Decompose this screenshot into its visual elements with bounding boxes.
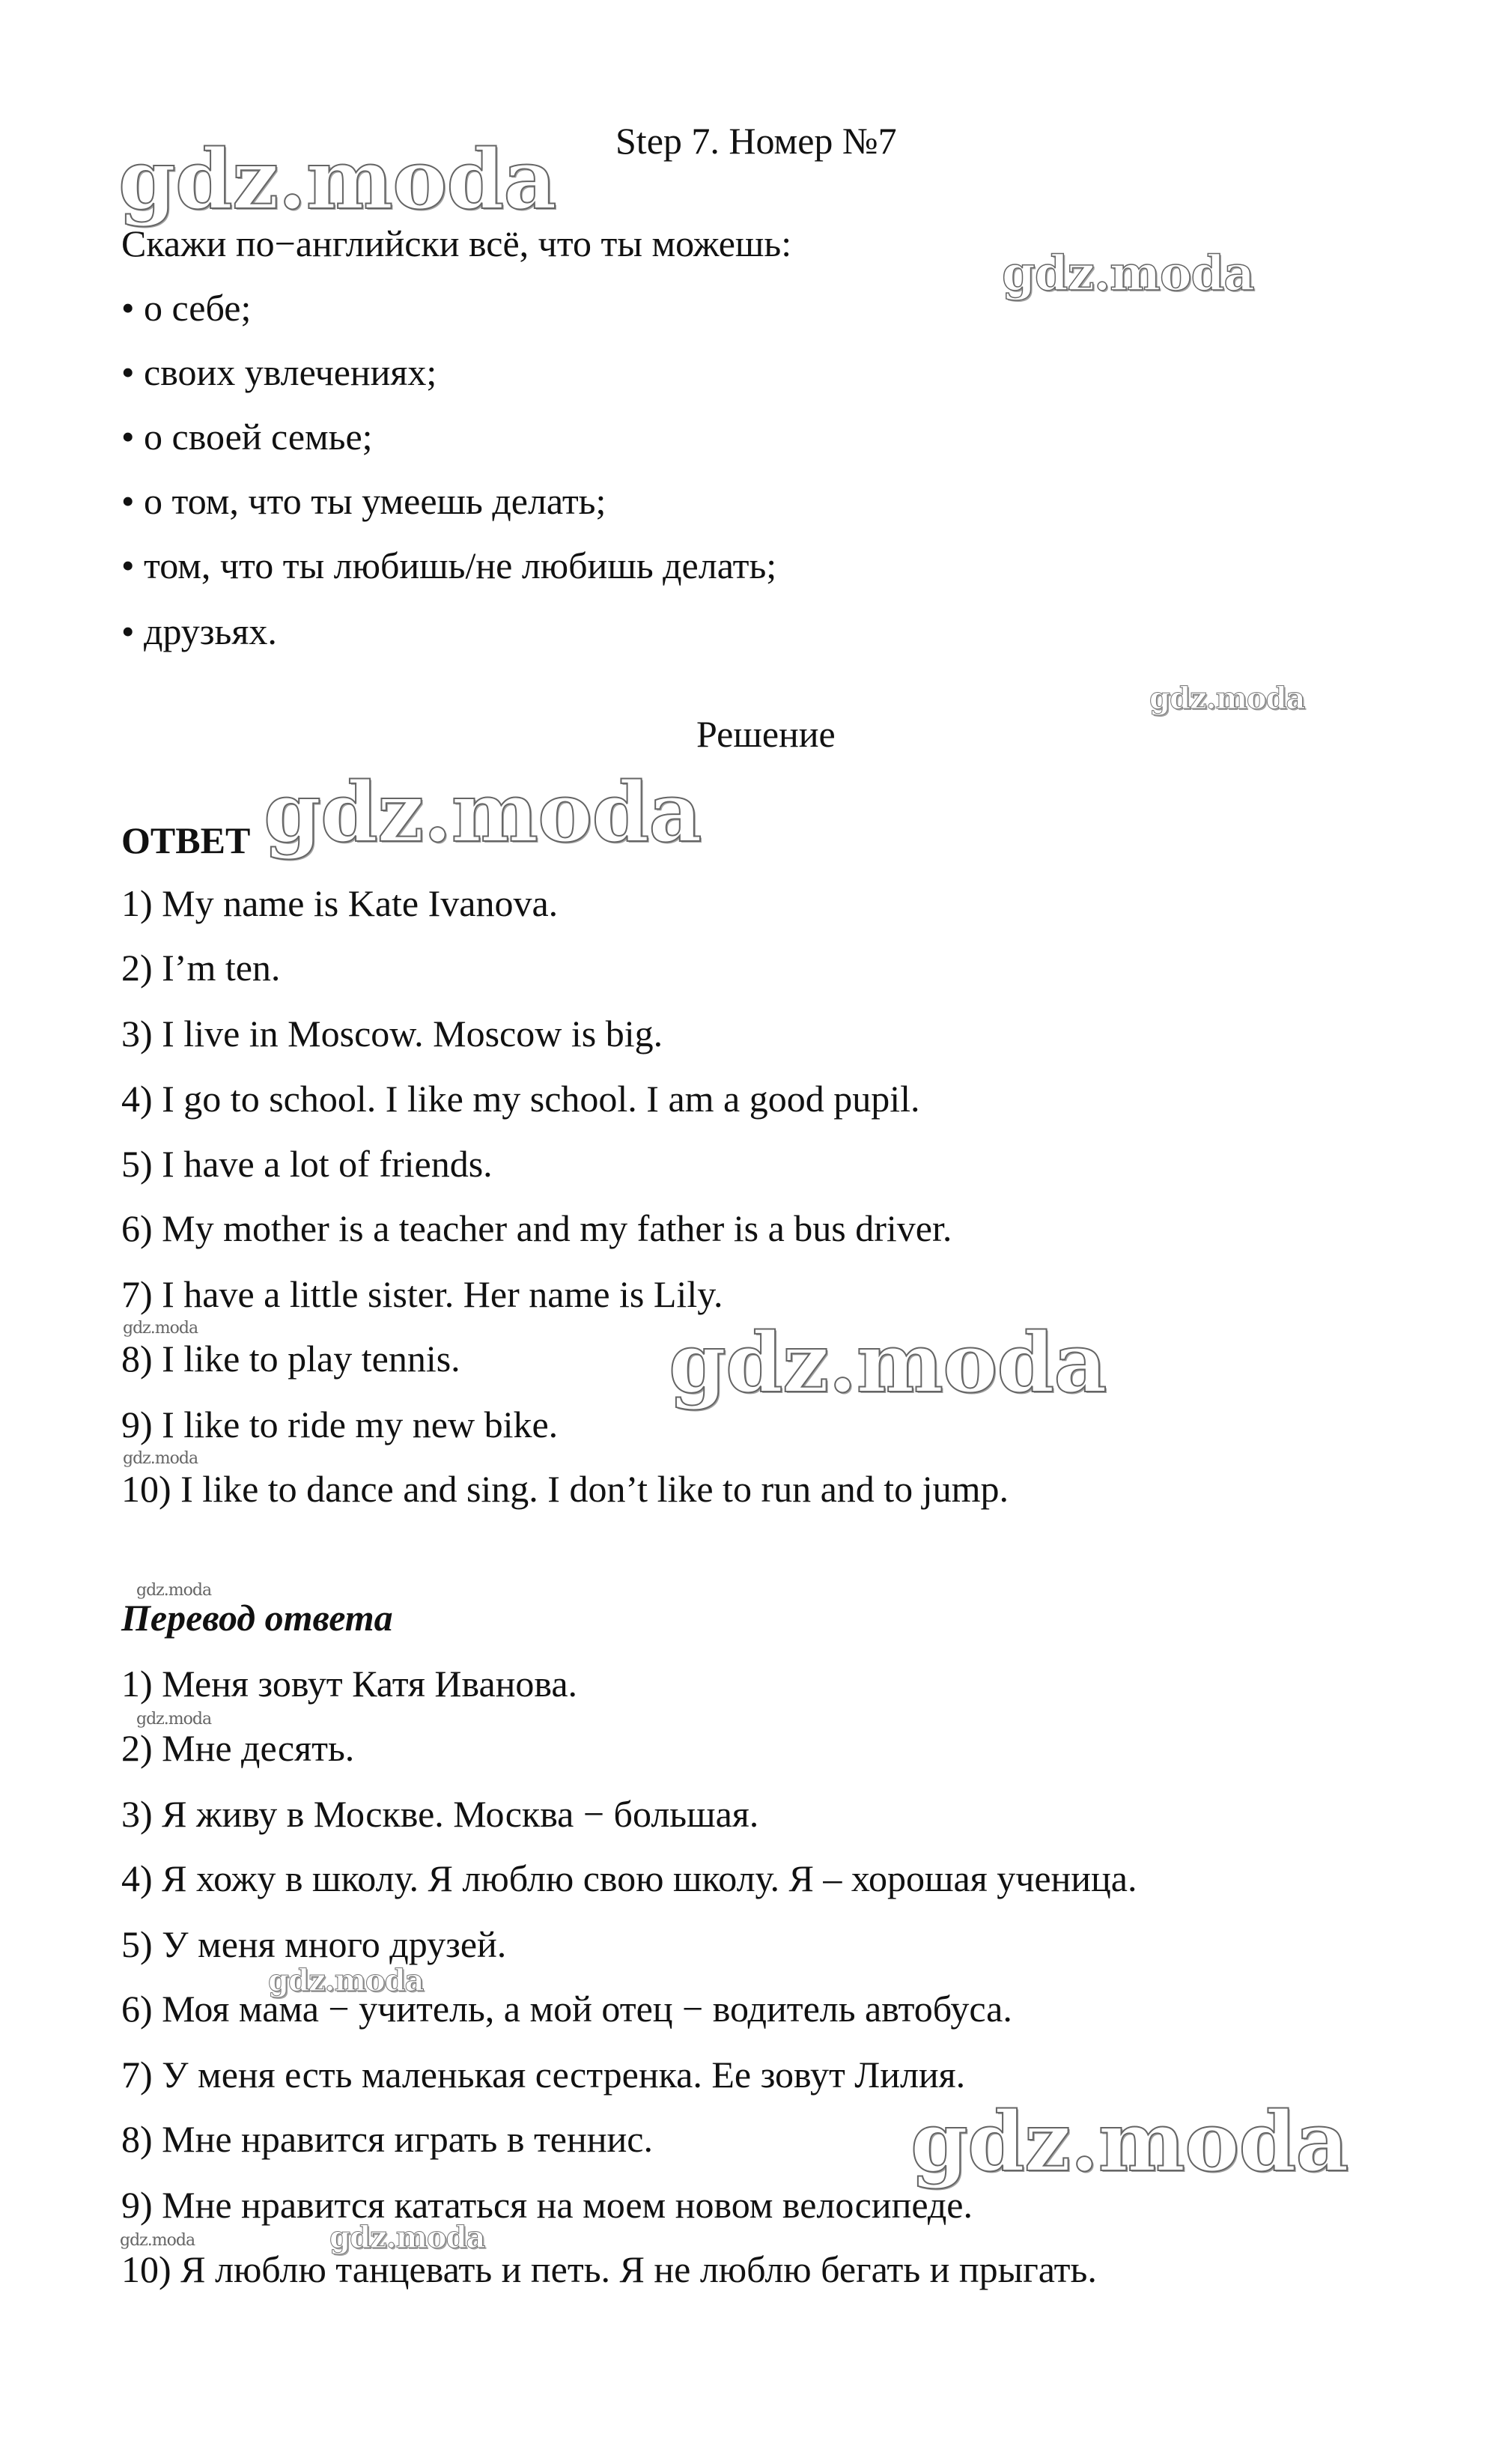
answer-line: 5) I have a lot of friends.	[121, 1143, 493, 1185]
answer-line: 7) I have a little sister. Her name is Lily.	[121, 1273, 723, 1315]
translation-heading: Перевод ответа	[121, 1597, 393, 1639]
translation-line: 4) Я хожу в школу. Я люблю свою школу. Я – хорошая ученица.	[121, 1857, 1137, 1899]
translation-line: 10) Я люблю танцевать и петь. Я не люблю бегать и прыгать.	[121, 2248, 1097, 2290]
task-intro: Скажи по−английски всё, что ты можешь:	[121, 222, 792, 264]
task-bullet: • о том, что ты умеешь делать;	[121, 480, 606, 522]
watermark-logo: gdz.moda	[136, 1710, 212, 1729]
solution-label: Решение	[696, 713, 836, 755]
watermark-logo: gdz.moda	[118, 131, 556, 228]
answer-line: 2) I’m ten.	[121, 947, 281, 989]
translation-line: 2) Мне десять.	[121, 1727, 355, 1769]
answer-line: 8) I like to play tennis.	[121, 1338, 460, 1380]
translation-line: 7) У меня есть маленькая сестренка. Ее зовут Лилия.	[121, 2054, 966, 2096]
watermark-logo: gdz.moda	[669, 1314, 1107, 1411]
answer-line: 4) I go to school. I like my school. I am a good pupil.	[121, 1078, 920, 1120]
watermark-logo: gdz.moda	[136, 1581, 212, 1600]
translation-line: 6) Моя мама − учитель, а мой отец − водитель автобуса.	[121, 1988, 1012, 2030]
watermark-logo: gdz.moda	[1002, 246, 1254, 302]
translation-line: 3) Я живу в Москве. Москва − большая.	[121, 1793, 759, 1835]
translation-line: 8) Мне нравится играть в теннис.	[121, 2118, 653, 2160]
translation-line: 1) Меня зовут Катя Иванова.	[121, 1663, 578, 1705]
watermark-logo: gdz.moda	[329, 2220, 485, 2255]
watermark-logo: gdz.moda	[1149, 681, 1305, 716]
translation-line: 9) Мне нравится кататься на моем новом велосипеде.	[121, 2184, 973, 2226]
watermark-logo: gdz.moda	[268, 1963, 424, 1998]
watermark-logo: gdz.moda	[264, 764, 702, 861]
answer-line: 3) I live in Moscow. Moscow is big.	[121, 1013, 663, 1055]
answer-line: 10) I like to dance and sing. I don’t like to run and to jump.	[121, 1468, 1009, 1510]
page-title: Step 7. Номер №7	[615, 120, 897, 162]
answer-line: 6) My mother is a teacher and my father is a bus driver.	[121, 1207, 952, 1249]
watermark-logo: gdz.moda	[123, 1319, 198, 1338]
answer-line: 9) I like to ride my new bike.	[121, 1404, 559, 1445]
watermark-logo: gdz.moda	[123, 1449, 198, 1468]
task-bullet: • о своей семье;	[121, 416, 373, 458]
answer-line: 1) My name is Kate Ivanova.	[121, 882, 559, 924]
watermark-logo: gdz.moda	[910, 2093, 1349, 2190]
task-bullet: • своих увлечениях;	[121, 351, 437, 393]
answer-heading: ОТВЕТ	[121, 819, 251, 861]
watermark-logo: gdz.moda	[120, 2231, 195, 2250]
task-bullet: • друзьях.	[121, 610, 277, 652]
translation-line: 5) У меня много друзей.	[121, 1923, 507, 1965]
task-bullet: • о себе;	[121, 287, 252, 329]
task-bullet: • том, что ты любишь/не любишь делать;	[121, 544, 777, 586]
